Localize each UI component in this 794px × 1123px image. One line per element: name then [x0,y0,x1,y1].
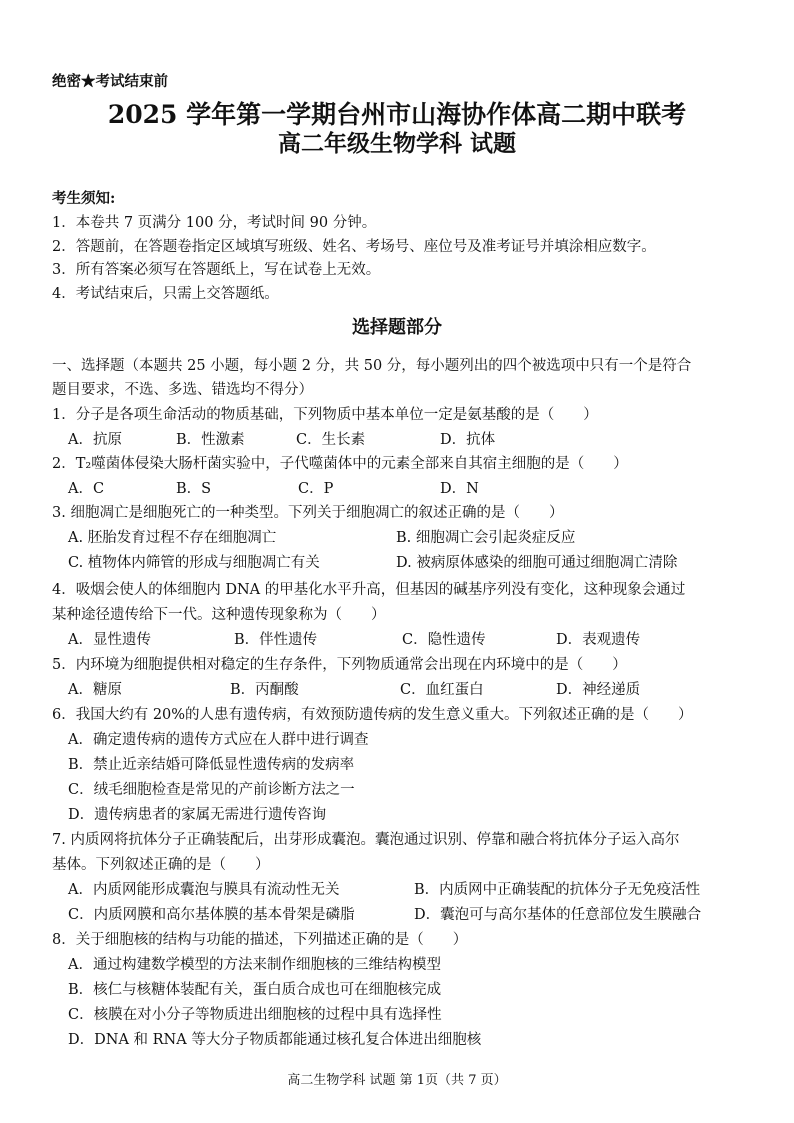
question-option: A．糖原 [68,682,122,698]
question-option: D．表观遗传 [556,632,641,648]
question-option: B．性激素 [176,432,245,448]
question-option: B．禁止近亲结婚可降低显性遗传病的发病率 [68,757,355,773]
question-stem: 8．关于细胞核的结构与功能的描述，下列描述正确的是（ ） [52,932,468,948]
question-option: B．内质网中正确装配的抗体分子无免疫活性 [414,882,701,898]
question-option: B．S [176,481,212,497]
notice-item: 2．答题前，在答题卷指定区域填写班级、姓名、考场号、座位号及准考证号并填涂相应数字。 [52,239,656,255]
section-title: 选择题部分 [352,317,442,338]
question-stem: 1．分子是各项生命活动的物质基础，下列物质中基本单位一定是氨基酸的是（ ） [52,407,598,423]
question-option: D．遗传病患者的家属无需进行遗传咨询 [68,807,327,823]
question-option: A．确定遗传病的遗传方式应在人群中进行调查 [68,732,369,748]
question-stem: 4．吸烟会使人的体细胞内 DNA 的甲基化水平升高，但基因的碱基序列没有变化，这种现象会通过 [52,582,686,598]
question-option: D．N [440,481,479,497]
question-option: A．抗原 [68,432,122,448]
question-option: A．C [68,481,105,497]
question-stem: 6．我国大约有 20%的人患有遗传病，有效预防遗传病的发生意义重大。下列叙述正确的是（ ） [52,707,693,723]
question-stem: 2．T₂噬菌体侵染大肠杆菌实验中，子代噬菌体中的元素全部来自其宿主细胞的是（ ） [52,456,628,472]
notice-item: 3．所有答案必须写在答题纸上，写在试卷上无效。 [52,262,381,278]
question-option: A．内质网能形成囊泡与膜具有流动性无关 [68,882,340,898]
question-option: B. 细胞凋亡会引起炎症反应 [396,530,576,546]
question-option: B．核仁与核糖体装配有关，蛋白质合成也可在细胞核完成 [68,982,442,998]
question-option: D．神经递质 [556,682,641,698]
secret-label: 绝密★考试结束前 [52,73,168,90]
question-stem: 5．内环境为细胞提供相对稳定的生存条件，下列物质通常会出现在内环境中的是（ ） [52,657,627,673]
section-intro: 题目要求，不选、多选、错选均不得分） [52,382,313,398]
question-option: C．生长素 [296,432,366,448]
question-option: D．囊泡可与高尔基体的任意部位发生膜融合 [414,907,702,923]
question-option: A. 胚胎发育过程不存在细胞凋亡 [68,530,277,546]
question-option: A．显性遗传 [68,632,151,648]
question-option: D．抗体 [440,432,496,448]
exam-title: 2025 学年第一学期台州市山海协作体高二期中联考 [107,100,687,129]
question-option: D．DNA 和 RNA 等大分子物质都能通过核孔复合体进出细胞核 [68,1032,482,1048]
question-stem: 3. 细胞凋亡是细胞死亡的一种类型。下列关于细胞凋亡的叙述正确的是（ ） [52,505,564,521]
question-option: B．丙酮酸 [230,682,299,698]
question-option: A．通过构建数学模型的方法来制作细胞核的三维结构模型 [68,957,441,973]
question-stem: 某种途径遗传给下一代。这种遗传现象称为（ ） [52,607,386,623]
notice-item: 1．本卷共 7 页满分 100 分，考试时间 90 分钟。 [52,215,377,231]
question-option: C. 植物体内筛管的形成与细胞凋亡有关 [68,555,320,571]
question-stem: 7. 内质网将抗体分子正确装配后，出芽形成囊泡。囊泡通过识别、停靠和融合将抗体分子运入高尔 [52,832,680,848]
question-option: C．绒毛细胞检查是常见的产前诊断方法之一 [68,782,355,798]
notice-heading: 考生须知: [52,190,116,207]
page-footer: 高二生物学科 试题 第 1页（共 7 页） [287,1073,507,1088]
question-option: C．内质网膜和高尔基体膜的基本骨架是磷脂 [68,907,355,923]
question-option: C．隐性遗传 [402,632,486,648]
question-option: C．血红蛋白 [400,682,484,698]
question-option: C．P [298,481,334,497]
question-option: B．伴性遗传 [234,632,318,648]
exam-subtitle: 高二年级生物学科 试题 [277,130,516,157]
question-option: D. 被病原体感染的细胞可通过细胞凋亡清除 [396,555,678,571]
section-intro: 一、选择题（本题共 25 小题，每小题 2 分，共 50 分，每小题列出的四个被选项中只有一个是符合 [52,358,692,374]
question-stem: 基体。下列叙述正确的是（ ） [52,857,270,873]
notice-item: 4．考试结束后，只需上交答题纸。 [52,286,279,302]
question-option: C．核膜在对小分子等物质进出细胞核的过程中具有选择性 [68,1007,442,1023]
